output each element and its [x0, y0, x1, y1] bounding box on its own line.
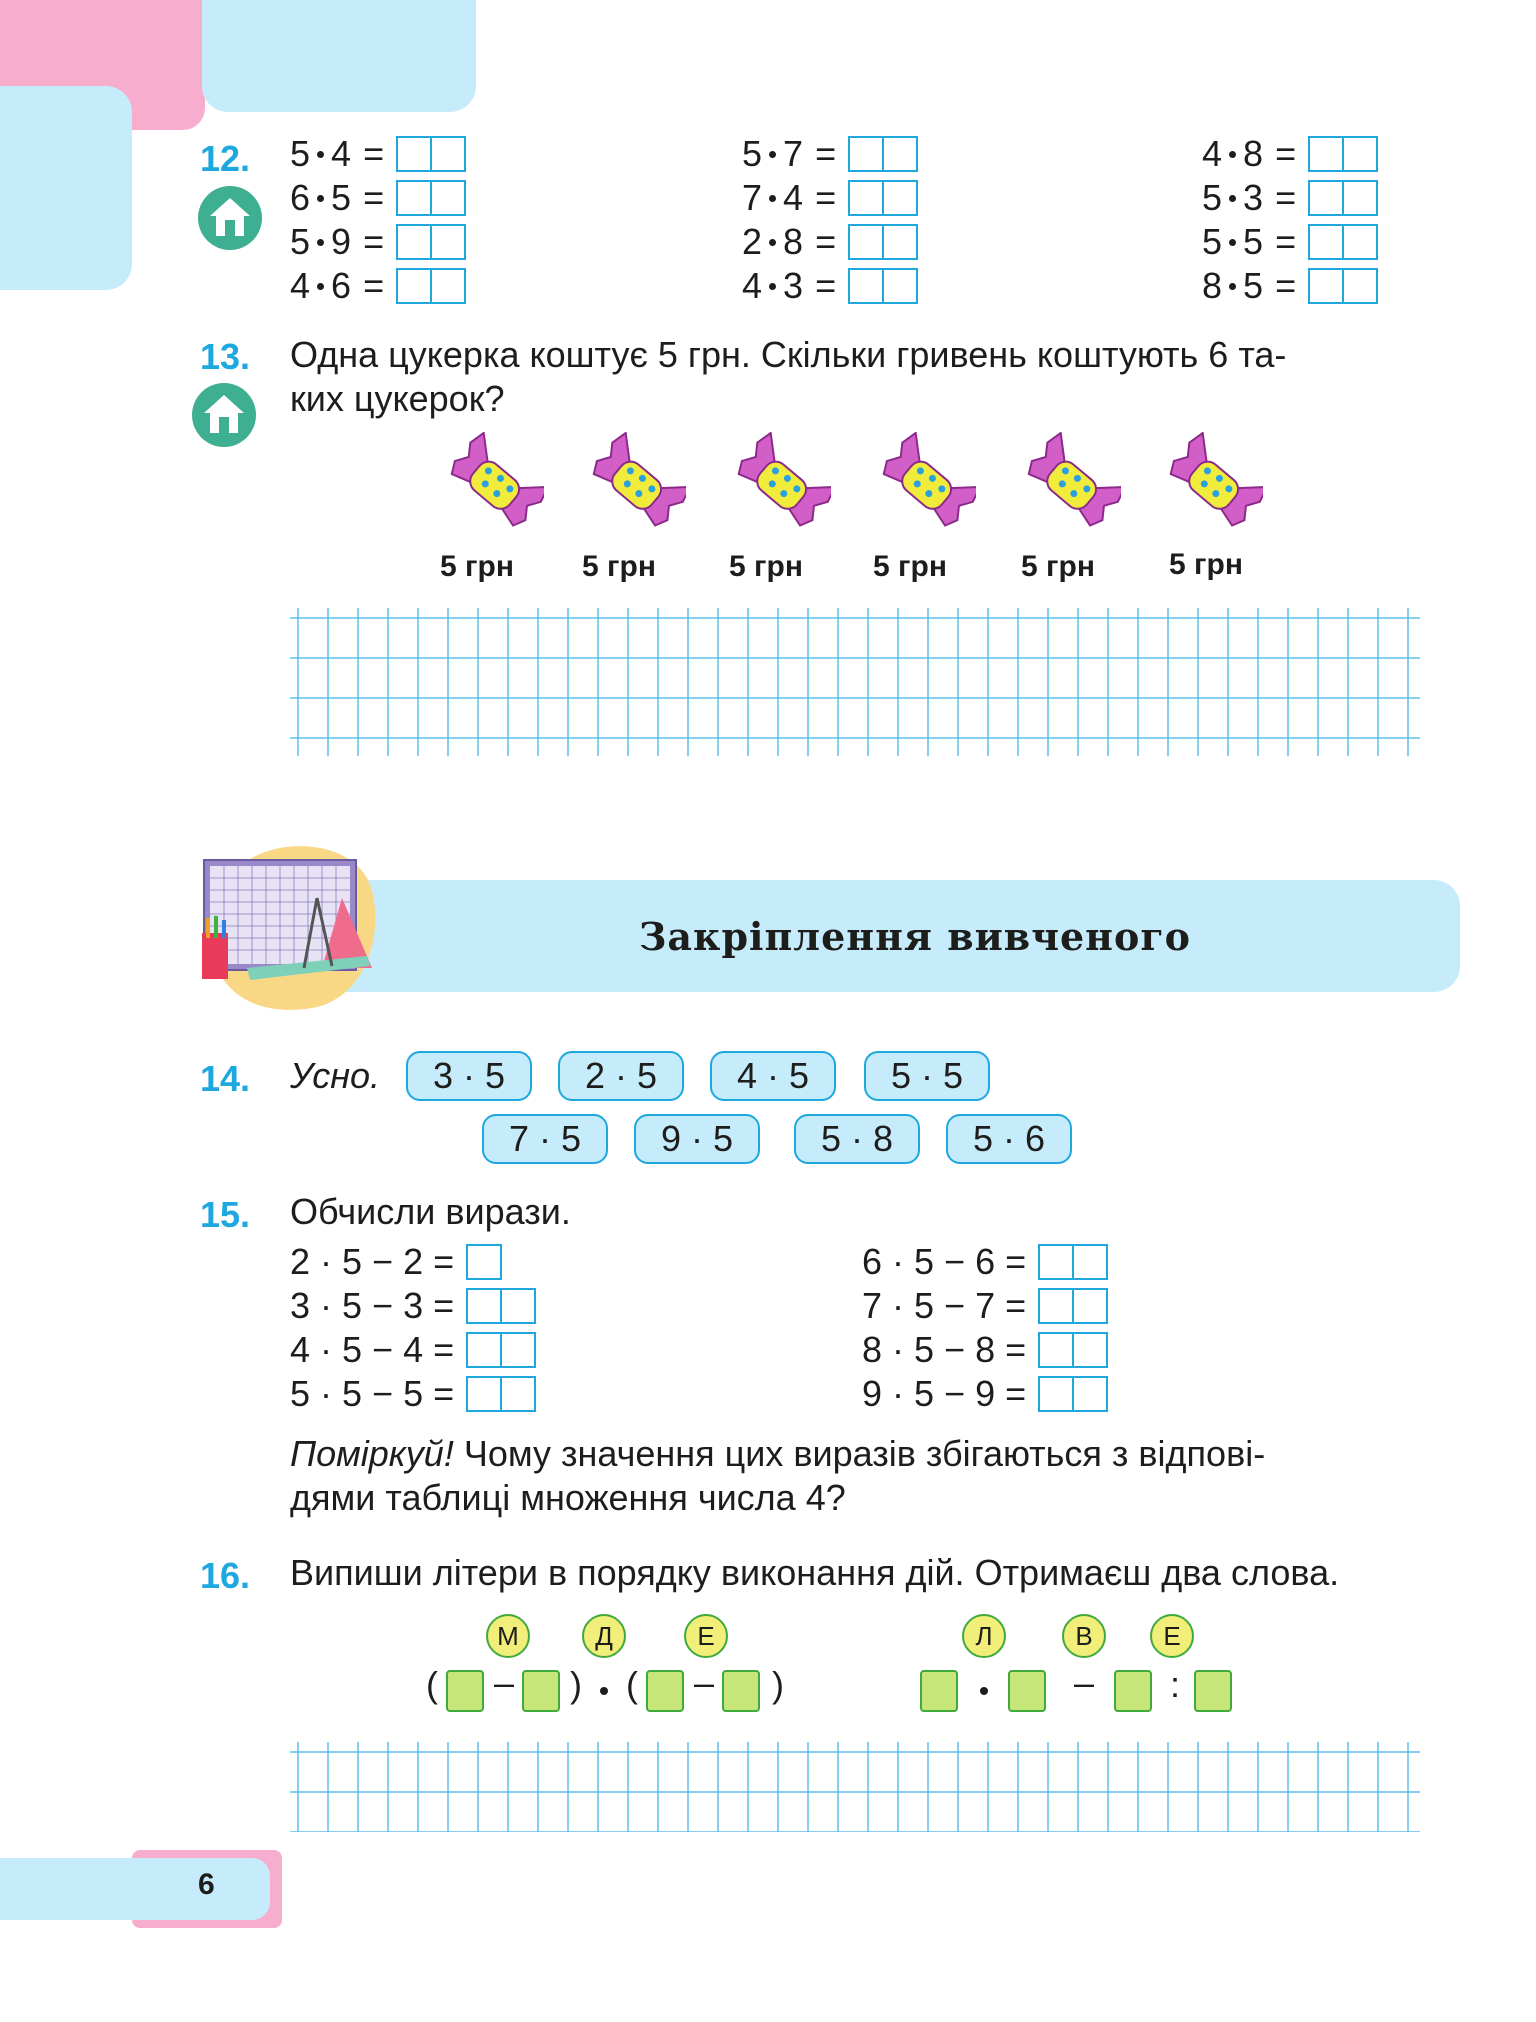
answer-box[interactable] [396, 136, 432, 172]
operand-b: 5 [331, 177, 352, 218]
candy-icon [876, 432, 976, 540]
equals-sign: = [363, 265, 385, 306]
answer-box[interactable] [1072, 1376, 1108, 1412]
operand-a: 8 [1202, 265, 1223, 306]
expression-text: 5 · 5 − 5 = [290, 1373, 455, 1414]
expression-row [862, 1284, 1108, 1328]
answer-boxes [396, 268, 466, 304]
exercise-13-text-line-2: ких цукерок? [290, 378, 505, 419]
answer-box[interactable] [430, 224, 466, 260]
answer-boxes [466, 1288, 536, 1324]
exercise-13-number: 13. [200, 336, 251, 377]
home-icon [198, 186, 262, 250]
answer-boxes [848, 180, 918, 216]
operand-b: 7 [783, 133, 804, 174]
answer-boxes [466, 1244, 502, 1280]
answer-box[interactable] [1072, 1244, 1108, 1280]
operand-a: 5 [1202, 177, 1223, 218]
multiply-dot [769, 239, 776, 246]
answer-box[interactable] [466, 1376, 502, 1412]
expression-text: 4 · 5 − 4 = [290, 1329, 455, 1370]
answer-box[interactable] [1038, 1288, 1074, 1324]
operand-b: 5 [1243, 265, 1264, 306]
close-paren: ) [570, 1664, 582, 1705]
candy-icon [444, 432, 544, 540]
answer-box[interactable] [396, 180, 432, 216]
candy-icon [731, 432, 831, 540]
answer-box[interactable] [500, 1332, 536, 1368]
answer-box[interactable] [1072, 1332, 1108, 1368]
operand-b: 8 [783, 221, 804, 262]
section-title: Закріплення вивченого [639, 913, 1191, 959]
equals-sign: = [815, 265, 837, 306]
expression-row [290, 1328, 536, 1372]
answer-box[interactable] [1308, 268, 1344, 304]
answer-boxes [396, 180, 466, 216]
answer-boxes [848, 136, 918, 172]
exercise-15-title: Обчисли вирази. [290, 1191, 571, 1232]
answer-box[interactable] [882, 224, 918, 260]
answer-box[interactable] [396, 268, 432, 304]
multiplication-expression [742, 264, 918, 308]
equals-sign: = [1275, 133, 1297, 174]
letter-circle: Л [962, 1614, 1006, 1658]
answer-box[interactable] [1038, 1332, 1074, 1368]
letter-circle: М [486, 1614, 530, 1658]
expression-chip: 4 · 5 [710, 1051, 836, 1101]
operand-b: 4 [783, 177, 804, 218]
equals-sign: = [1275, 265, 1297, 306]
answer-boxes [848, 268, 918, 304]
answer-box[interactable] [1342, 180, 1378, 216]
page-number-tab-blue [0, 1858, 270, 1920]
equals-sign: = [815, 133, 837, 174]
expression-row [290, 1372, 536, 1416]
answer-box[interactable] [1008, 1670, 1046, 1712]
expression-text: 3 · 5 − 3 = [290, 1285, 455, 1326]
answer-box[interactable] [1342, 268, 1378, 304]
operand-b: 9 [331, 221, 352, 262]
answer-box[interactable] [466, 1332, 502, 1368]
notebook-ruler-illustration [192, 838, 382, 1018]
expression-text: 6 · 5 − 6 = [862, 1241, 1027, 1282]
multiply-dot [317, 151, 324, 158]
answer-box[interactable] [882, 268, 918, 304]
answer-box[interactable] [882, 136, 918, 172]
answer-boxes [1038, 1376, 1108, 1412]
answer-box[interactable] [1308, 224, 1344, 260]
expression-row [862, 1328, 1108, 1372]
operand-a: 4 [1202, 133, 1223, 174]
equals-sign: = [363, 133, 385, 174]
multiplication-expression [290, 220, 466, 264]
expression-row [862, 1372, 1108, 1416]
home-icon [192, 383, 256, 447]
expression-chip: 5 · 8 [794, 1114, 920, 1164]
multiplication-expression [1202, 220, 1378, 264]
candy-price: 5 грн [582, 550, 656, 583]
answer-box[interactable] [848, 224, 884, 260]
equals-sign: = [815, 177, 837, 218]
answer-boxes [466, 1332, 536, 1368]
answer-boxes [1038, 1332, 1108, 1368]
multiply-dot [317, 195, 324, 202]
exercise-16-text: Випиши літери в порядку виконання дій. Отримаєш два слова. [290, 1552, 1340, 1593]
think-label: Поміркуй! [290, 1433, 454, 1474]
expression-row [290, 1240, 502, 1284]
multiplication-expression [742, 220, 918, 264]
answer-boxes [1038, 1288, 1108, 1324]
operand-b: 8 [1243, 133, 1264, 174]
answer-box[interactable] [1038, 1376, 1074, 1412]
letter-circle: Е [1150, 1614, 1194, 1658]
answer-boxes [1308, 136, 1378, 172]
answer-boxes [396, 224, 466, 260]
candy-icon [1021, 432, 1121, 540]
answer-box[interactable] [848, 268, 884, 304]
answer-box[interactable] [1308, 136, 1344, 172]
answer-boxes [848, 224, 918, 260]
answer-box[interactable] [1194, 1670, 1232, 1712]
answer-box[interactable] [430, 180, 466, 216]
operand-b: 5 [1243, 221, 1264, 262]
multiply-dot [1229, 239, 1236, 246]
candy-price: 5 грн [1169, 548, 1243, 581]
open-paren: ( [626, 1664, 638, 1705]
answer-box[interactable] [522, 1670, 560, 1712]
expression-chip: 9 · 5 [634, 1114, 760, 1164]
answer-box[interactable] [1114, 1670, 1152, 1712]
multiply-dot [769, 151, 776, 158]
answer-box[interactable] [1038, 1244, 1074, 1280]
exercise-12-number: 12. [200, 138, 251, 179]
answer-box[interactable] [500, 1376, 536, 1412]
answer-box[interactable] [882, 180, 918, 216]
multiplication-expression [1202, 176, 1378, 220]
operand-b: 3 [1243, 177, 1264, 218]
answer-box[interactable] [848, 180, 884, 216]
multiplication-expression [290, 264, 466, 308]
answer-box[interactable] [848, 136, 884, 172]
open-paren: ( [426, 1664, 438, 1705]
operand-b: 4 [331, 133, 352, 174]
operand-a: 4 [290, 265, 311, 306]
multiply-dot [769, 195, 776, 202]
exercise-16-number: 16. [200, 1555, 251, 1596]
answer-boxes [1308, 180, 1378, 216]
multiplication-expression [1202, 132, 1378, 176]
answer-boxes [396, 136, 466, 172]
letter-circle: Е [684, 1614, 728, 1658]
minus-sign: – [494, 1662, 515, 1703]
candy-price: 5 грн [1021, 550, 1095, 583]
expression-chip: 7 · 5 [482, 1114, 608, 1164]
answer-box[interactable] [1072, 1288, 1108, 1324]
multiplication-expression [742, 176, 918, 220]
expression-text: 9 · 5 − 9 = [862, 1373, 1027, 1414]
operand-a: 5 [290, 133, 311, 174]
letter-circle: В [1062, 1614, 1106, 1658]
answer-box[interactable] [722, 1670, 760, 1712]
multiply-dot [980, 1687, 988, 1695]
expression-text: 2 · 5 − 2 = [290, 1241, 455, 1282]
multiplication-expression [290, 132, 466, 176]
expression-text: 7 · 5 − 7 = [862, 1285, 1027, 1326]
answer-box[interactable] [1342, 136, 1378, 172]
operand-a: 5 [1202, 221, 1223, 262]
candy-icon [586, 432, 686, 540]
candy-price: 5 грн [729, 550, 803, 583]
think-text: Чому значення цих виразів збігаються з відпові- [453, 1433, 1266, 1474]
answer-box[interactable] [1308, 180, 1344, 216]
expression-chip: 5 · 6 [946, 1114, 1072, 1164]
expression-row [862, 1240, 1108, 1284]
answer-boxes [1038, 1244, 1108, 1280]
page-number: 6 [198, 1868, 215, 1901]
answer-box[interactable] [466, 1288, 502, 1324]
equals-sign: = [363, 177, 385, 218]
expression-chip: 5 · 5 [864, 1051, 990, 1101]
multiply-dot [1229, 283, 1236, 290]
grid-area-16[interactable] [290, 1742, 1420, 1832]
multiply-dot [769, 283, 776, 290]
operand-a: 2 [742, 221, 763, 262]
equals-sign: = [1275, 221, 1297, 262]
operand-b: 6 [331, 265, 352, 306]
expression-chip: 2 · 5 [558, 1051, 684, 1101]
operand-a: 7 [742, 177, 763, 218]
answer-box[interactable] [920, 1670, 958, 1712]
answer-box[interactable] [396, 224, 432, 260]
answer-box[interactable] [430, 268, 466, 304]
multiplication-expression [742, 132, 918, 176]
answer-box[interactable] [466, 1244, 502, 1280]
multiplication-expression [1202, 264, 1378, 308]
close-paren: ) [772, 1664, 784, 1705]
exercise-13-text-line-1: Одна цукерка коштує 5 грн. Скільки гривень коштують 6 та- [290, 334, 1287, 375]
multiply-dot [317, 239, 324, 246]
exercise-14-label: Усно. [290, 1055, 381, 1096]
operand-a: 5 [290, 221, 311, 262]
grid-area-13[interactable] [290, 608, 1420, 756]
operand-a: 4 [742, 265, 763, 306]
exercise-15-number: 15. [200, 1194, 251, 1235]
candy-price: 5 грн [440, 550, 514, 583]
answer-box[interactable] [646, 1670, 684, 1712]
expression-text: 8 · 5 − 8 = [862, 1329, 1027, 1370]
answer-boxes [466, 1376, 536, 1412]
equals-sign: = [363, 221, 385, 262]
exercise-14-number: 14. [200, 1058, 251, 1099]
answer-box[interactable] [1342, 224, 1378, 260]
expression-row [290, 1284, 536, 1328]
corner-decoration-blue-top [202, 0, 476, 112]
answer-boxes [1308, 224, 1378, 260]
operand-b: 3 [783, 265, 804, 306]
operand-a: 6 [290, 177, 311, 218]
candy-icon [1163, 432, 1263, 540]
minus-sign: – [694, 1662, 715, 1703]
equals-sign: = [1275, 177, 1297, 218]
candy-price: 5 грн [873, 550, 947, 583]
equals-sign: = [815, 221, 837, 262]
multiplication-expression [290, 176, 466, 220]
corner-decoration-blue-side [0, 86, 132, 290]
exercise-15-think-line-2: дями таблиці множення числа 4? [290, 1477, 846, 1518]
multiply-dot [317, 283, 324, 290]
multiply-dot [600, 1687, 608, 1695]
expression-chip: 3 · 5 [406, 1051, 532, 1101]
answer-box[interactable] [430, 136, 466, 172]
multiply-dot [1229, 151, 1236, 158]
answer-box[interactable] [446, 1670, 484, 1712]
answer-box[interactable] [500, 1288, 536, 1324]
exercise-15-think-line-1 [290, 1432, 1265, 1476]
divide-sign: : [1170, 1664, 1181, 1705]
letter-circle: Д [582, 1614, 626, 1658]
minus-sign: – [1074, 1662, 1095, 1703]
operand-a: 5 [742, 133, 763, 174]
answer-boxes [1308, 268, 1378, 304]
multiply-dot [1229, 195, 1236, 202]
